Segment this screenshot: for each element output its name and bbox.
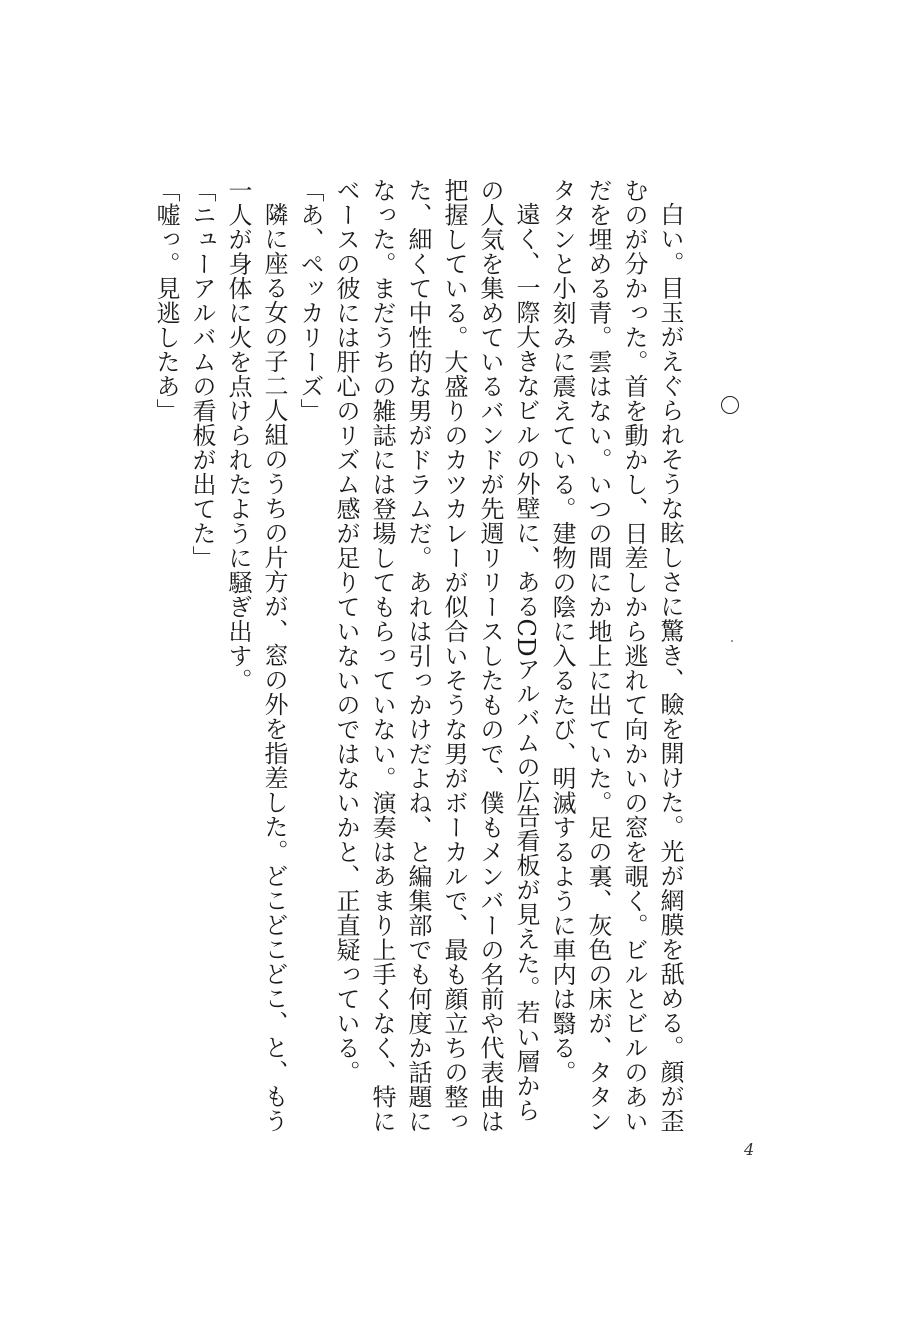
page-number: 4 [744, 1140, 755, 1159]
vertical-text-body [96, 178, 688, 1138]
paragraph-2: 遠く、一際大きなビルの外壁に、あるCDアルバムの広告看板が見えた。若い層からの人気を集めているバンドが先週リリースしたもので、僕もメンバーの名前や代表曲は把握している。大盛りのカツカレーが似合いそうな男がボーカルで、最も顔立ちの整った、細くて中性的な男がドラムだ。あれは引っかけだよね、と編集部でも何度か話題になった。まだうちの雑誌には登場してもらっていない。演奏はあまり上手くなく、特にベースの彼には肝心のリズム感が足りていないのではないかと、正直疑っている。 [332, 178, 540, 1134]
paragraph-3: 隣に座る女の子二人組のうちの片方が、窓の外を指差した。どこどこどこ、と、もう一人が身体に火を点けられたように騒ぎ出す。 [224, 178, 288, 1133]
dialogue-3: 「嘘っ。見逃したあ」 [152, 178, 180, 423]
dialogue-1: 「あ、ペッカリーズ」 [296, 178, 324, 423]
paragraph-1: 白い。目玉がえぐられそうな眩しさに驚き、瞼を開けた。光が網膜を舐める。顔が歪むのが分かった。首を動かし、日差しから逃れて向かいの窓を覗く。ビルとビルのあいだを埋める青。雲はない。いつの間にか地上に出ていた。足の裏、灰色の床が、タタンタタンと小刻みに震えている。建物の陰に入るたび、明滅するように車内は翳る。 [548, 178, 684, 1134]
print-speck [731, 640, 733, 642]
section-circle-icon [721, 396, 739, 414]
dialogue-2: 「ニューアルバムの看板が出てた」 [188, 178, 216, 570]
